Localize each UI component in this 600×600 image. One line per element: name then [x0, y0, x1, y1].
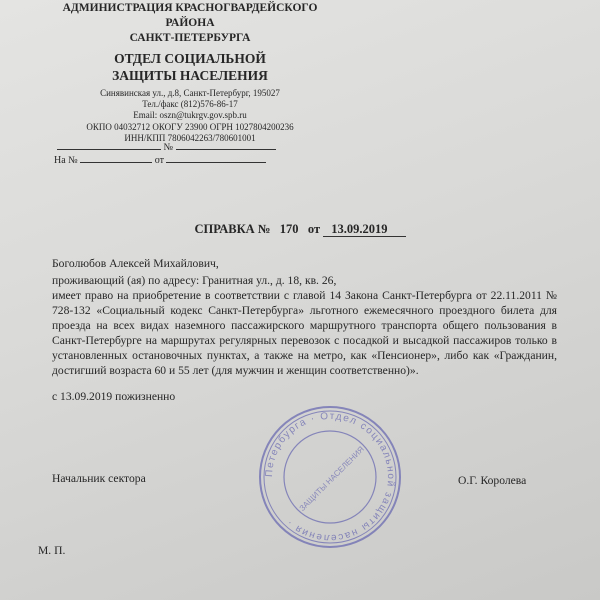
person-address: проживающий (ая) по адресу: Гранитная ул., д. 18, кв. 26, [52, 274, 337, 287]
dept-line-2: ЗАЩИТЫ НАСЕЛЕНИЯ [112, 68, 268, 83]
certificate-number: 170 [279, 222, 299, 236]
org-line-1: АДМИНИСТРАЦИЯ КРАСНОГВАРДЕЙСКОГО [62, 2, 318, 14]
seal-place-label: М. П. [38, 544, 66, 557]
org-line-3: САНКТ-ПЕТЕРБУРГА [129, 32, 251, 44]
entitlement-text: имеет право на приобретение в соответствии с главой 14 Закона Санкт-Петербурга от 22.11.2011 № 728-132 «Социальный кодекс Санкт-Петербурга» льготного ежемесячного проездного билета для проезда на всех видах наземного пассажирского маршрутного транспорта общего пользования в Санкт-Петербурге на маршрутах регулярных перевозок с посадкой и высадкой пассажиров только в установленных остановочных пунктах, а также на метро, как «Пенсионер», либо как «Гражданин, достигший возраста 60 и 55 лет (для мужчин и женщин соответственно)». [52, 289, 557, 377]
org-name [40, 1, 340, 46]
title-prefix: СПРАВКА № [194, 222, 271, 236]
inn-kpp: ИНН/КПП 7806042263/780601001 [124, 132, 256, 143]
dept-line-1: ОТДЕЛ СОЦИАЛЬНОЙ [114, 51, 266, 66]
svg-text:ЗАЩИТЫ НАСЕЛЕНИЯ: ЗАЩИТЫ НАСЕЛЕНИЯ [297, 444, 366, 513]
phone: Тел./факс (812)576-86-17 [142, 99, 238, 110]
address: Синявинская ул., д.8, Санкт-Петербург, 195027 [100, 88, 280, 98]
number-label: № [163, 142, 174, 153]
from-label: от [154, 155, 164, 166]
official-stamp [255, 402, 405, 552]
outgoing-number-line [57, 140, 276, 153]
registry-codes: ОКПО 04032712 ОКОГУ 23900 ОГРН 1027804200236 [86, 121, 294, 132]
certificate-body [52, 256, 557, 378]
date-prefix: от [307, 222, 321, 236]
ref-label: На № [54, 155, 78, 166]
person-name: Боголюбов Алексей Михайлович, [52, 257, 219, 270]
signatory-position: Начальник сектора [52, 472, 146, 485]
svg-text:Петербурга · Отдел социальной: Петербурга · Отдел социальной защиты населения · [263, 410, 397, 544]
certificate-date: 13.09.2019 [331, 222, 388, 236]
org-line-2: РАЙОНА [165, 17, 215, 29]
reference-line [54, 153, 266, 166]
department-name [40, 50, 340, 84]
certificate-title [0, 222, 600, 237]
validity: с 13.09.2019 пожизненно [52, 390, 176, 403]
signatory-name: О.Г. Королева [458, 474, 527, 487]
email: Email: oszn@tukrgv.gov.spb.ru [133, 110, 247, 121]
contact-block [40, 88, 340, 144]
